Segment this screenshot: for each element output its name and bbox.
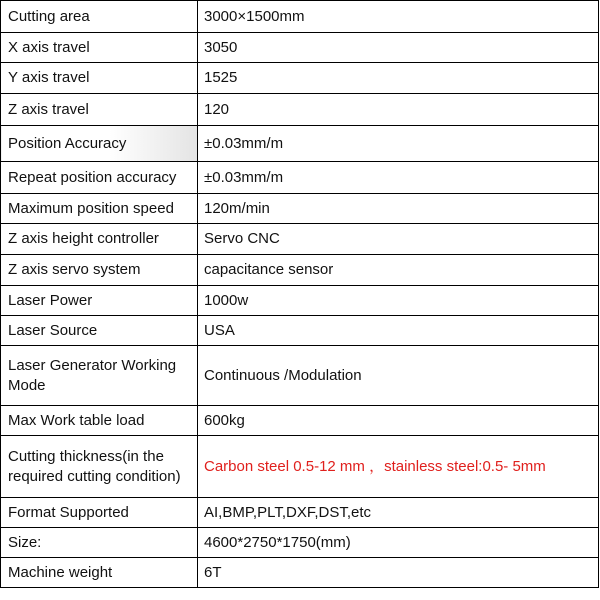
table-row <box>1 126 599 162</box>
spec-value: Servo CNC <box>198 224 599 255</box>
spec-label: Z axis height controller <box>1 224 198 255</box>
table-row <box>1 498 599 528</box>
spec-label: Position Accuracy <box>1 126 198 162</box>
spec-value: 600kg <box>198 406 599 436</box>
spec-value: 3000×1500mm <box>198 1 599 33</box>
table-row <box>1 528 599 558</box>
spec-label: Size: <box>1 528 198 558</box>
spec-value: capacitance sensor <box>198 255 599 286</box>
spec-value: 1000w <box>198 286 599 316</box>
spec-label: Laser Source <box>1 316 198 346</box>
spec-value: ±0.03mm/m <box>198 162 599 194</box>
table-row <box>1 224 599 255</box>
spec-label: Z axis servo system <box>1 255 198 286</box>
spec-value: USA <box>198 316 599 346</box>
table-row <box>1 316 599 346</box>
table-row <box>1 558 599 588</box>
spec-label: Cutting thickness(in the required cutting condition) <box>1 436 198 498</box>
spec-label: Machine weight <box>1 558 198 588</box>
spec-value-highlighted: Carbon steel 0.5-12 mm ，stainless steel:0.5- 5mm <box>198 436 599 498</box>
table-row <box>1 94 599 126</box>
spec-value: 120m/min <box>198 194 599 224</box>
spec-value: Continuous /Modulation <box>198 346 599 406</box>
table-row <box>1 194 599 224</box>
table-row <box>1 1 599 33</box>
spec-label: Max Work table load <box>1 406 198 436</box>
spec-value: AI,BMP,PLT,DXF,DST,etc <box>198 498 599 528</box>
spec-value: 1525 <box>198 63 599 94</box>
spec-value: ±0.03mm/m <box>198 126 599 162</box>
spec-label: Repeat position accuracy <box>1 162 198 194</box>
table-row <box>1 162 599 194</box>
spec-value: 3050 <box>198 33 599 63</box>
spec-label: Laser Power <box>1 286 198 316</box>
table-row <box>1 286 599 316</box>
spec-label: Format Supported <box>1 498 198 528</box>
table-row <box>1 406 599 436</box>
spec-label: Maximum position speed <box>1 194 198 224</box>
table-row <box>1 63 599 94</box>
spec-value: 120 <box>198 94 599 126</box>
spec-label: Z axis travel <box>1 94 198 126</box>
spec-label: X axis travel <box>1 33 198 63</box>
table-row <box>1 255 599 286</box>
spec-value: 4600*2750*1750(mm) <box>198 528 599 558</box>
table-row <box>1 346 599 406</box>
spec-label: Y axis travel <box>1 63 198 94</box>
table-row <box>1 33 599 63</box>
spec-label: Laser Generator Working Mode <box>1 346 198 406</box>
spec-label: Cutting area <box>1 1 198 33</box>
spec-value: 6T <box>198 558 599 588</box>
table-row <box>1 436 599 498</box>
